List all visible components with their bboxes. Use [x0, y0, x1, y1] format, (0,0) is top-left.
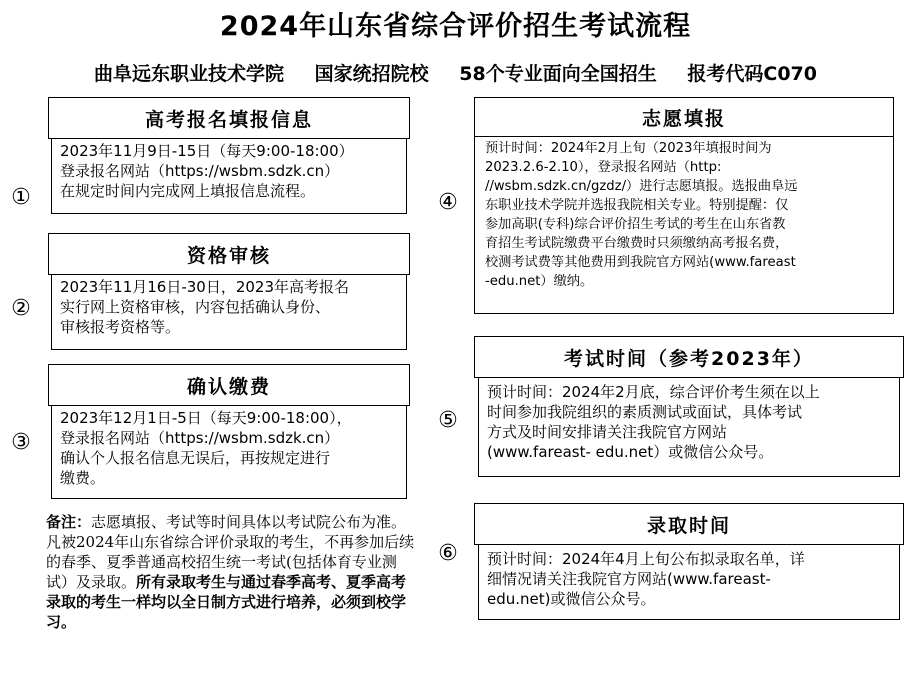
step-2-line: 2023年11月16日-30日，2023年高考报名 [60, 278, 350, 296]
step-6-title: 录取时间 [474, 503, 904, 545]
step-5-line: 方式及时间安排请关注我院官方网站 [487, 423, 728, 441]
step-5-body [478, 377, 900, 477]
step-4-line: 东职业技术学院并选报我院相关专业。特别提醒：仅 [485, 198, 789, 213]
step-3-number: ③ [11, 430, 31, 455]
step-6-line: edu.net)或微信公众号。 [487, 590, 656, 608]
exam-code: 报考代码C070 [687, 63, 817, 85]
step-6-body [478, 544, 900, 620]
step-2-title: 资格审核 [48, 233, 410, 275]
step-1-line: 登录报名网站（https://wsbm.sdzk.cn） [60, 162, 340, 180]
step-2-number: ② [11, 296, 31, 321]
step-4-body [474, 136, 894, 314]
step-2-line: 审核报考资格等。 [60, 318, 181, 336]
step-5-line: 时间参加我院组织的素质测试或面试，具体考试 [487, 403, 803, 421]
note [46, 512, 416, 632]
note-text: 志愿填报、考试等时间具体以考试院公布为准。凡被2024年山东省综合评价录取的考生，不再参加后续的春季、夏季普通高校招生统一考试(包括体育专业测试）及录取。 [46, 513, 415, 591]
step-4-line: 校测考试费等其他费用到我院官方网站(www.fareast [485, 255, 796, 270]
step-6-number: ⑥ [438, 541, 458, 566]
step-5-number: ⑤ [438, 408, 458, 433]
school-name: 曲阜远东职业技术学院 [94, 63, 285, 85]
step-1-title: 高考报名填报信息 [48, 97, 410, 139]
step-1-number: ① [11, 185, 31, 210]
step-4-line: 预计时间：2024年2月上旬（2023年填报时间为 [485, 141, 772, 156]
step-4-line: 参加高职(专科)综合评价招生考试的考生在山东省教 [485, 217, 786, 232]
step-1-body [51, 138, 407, 214]
step-4-title: 志愿填报 [474, 97, 894, 137]
step-2-body [51, 274, 407, 350]
step-4-line: 育招生考试院缴费平台缴费时只须缴纳高考报名费， [485, 236, 789, 251]
subtitle [0, 59, 911, 86]
step-3-line: 缴费。 [60, 469, 106, 487]
step-5-title: 考试时间（参考2023年） [474, 336, 904, 378]
step-3-line: 2023年12月1日-5日（每天9:00-18:00）， [60, 409, 352, 427]
step-3-line: 登录报名网站（https://wsbm.sdzk.cn） [60, 429, 340, 447]
step-4-line: 2023.2.6-2.10），登录报名网站（http: [485, 160, 722, 175]
step-5-line: (www.fareast- edu.net）或微信公众号。 [487, 443, 774, 461]
step-3-body [51, 405, 407, 499]
step-4-number: ④ [438, 190, 458, 215]
step-2-line: 实行网上资格审核，内容包括确认身份、 [60, 298, 331, 316]
step-3-line: 确认个人报名信息无误后，再按规定进行 [60, 449, 331, 467]
step-5-line: 预计时间：2024年2月底，综合评价考生须在以上 [487, 383, 820, 401]
majors-count: 58个专业面向全国招生 [459, 63, 657, 85]
note-bold-text: 所有录取考生与通过春季高考、夏季高考录取的考生一样均以全日制方式进行培养，必须到校学习。 [46, 573, 407, 631]
step-4-line: //wsbm.sdzk.cn/gzdz/）进行志愿填报。选报曲阜远 [485, 179, 798, 194]
page-title: 2024年山东省综合评价招生考试流程 [219, 11, 692, 42]
step-1-line: 2023年11月9日-15日（每天9:00-18:00） [60, 142, 354, 160]
step-6-line: 预计时间：2024年4月上旬公布拟录取名单，详 [487, 550, 805, 568]
step-3-title: 确认缴费 [48, 364, 410, 406]
note-label: 备注： [46, 513, 92, 531]
step-1-line: 在规定时间内完成网上填报信息流程。 [60, 182, 316, 200]
step-6-line: 细情况请关注我院官方网站(www.fareast- [487, 570, 771, 588]
step-4-line: -edu.net）缴纳。 [485, 274, 594, 289]
school-type: 国家统招院校 [314, 63, 429, 85]
